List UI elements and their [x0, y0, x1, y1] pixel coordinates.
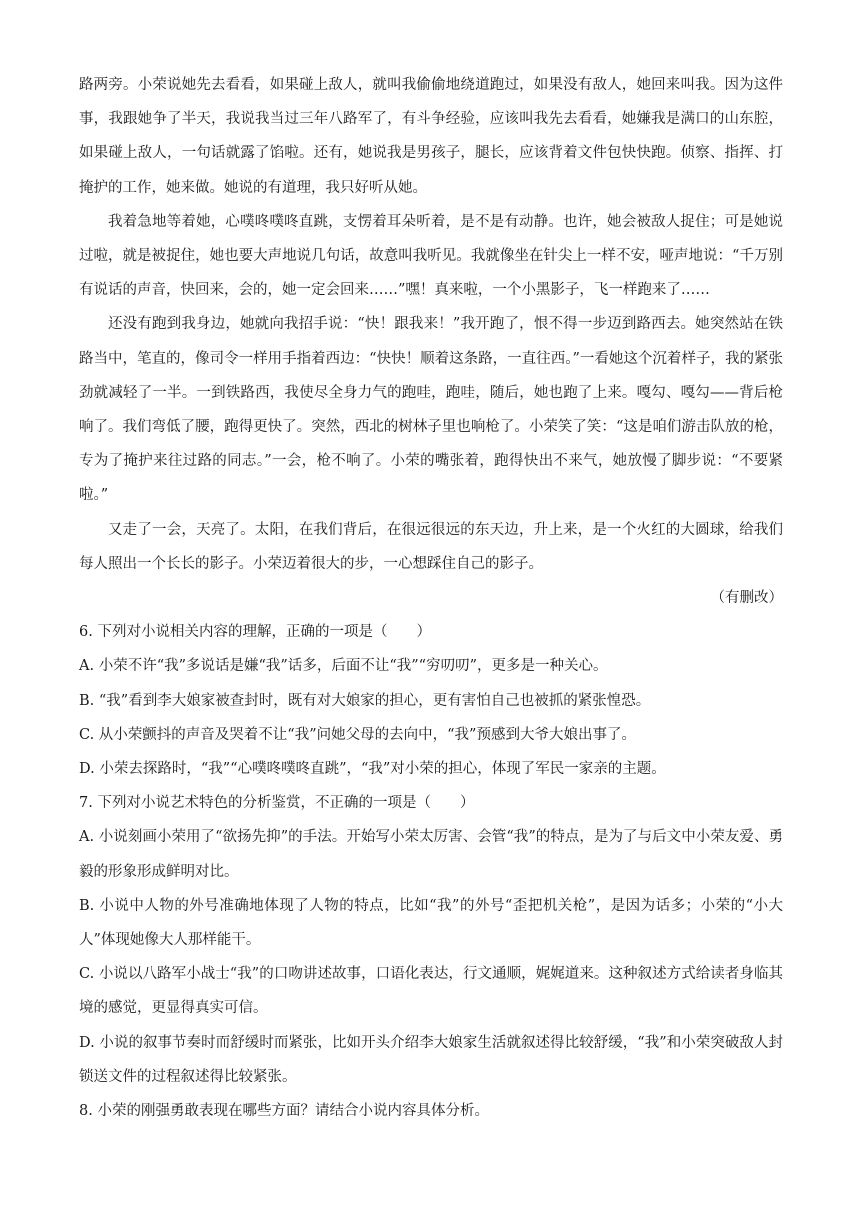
passage-paragraph-1: 路两旁。小荣说她先去看看，如果碰上敌人，就叫我偷偷地绕道跑过，如果没有敌人，她回来叫我。因为这件事，我跟她争了半天，我说我当过三年八路军了，有斗争经验，应该叫我先去看看，她嫌我是满口的山东腔，如果碰上敌人，一句话就露了馅啦。还有，她说我是男孩子，腿长，应该背着文件包快快跑。侦察、指挥、打掩护的工作，她来做。她说的有道理，我只好听从她。	[79, 77, 783, 196]
passage-paragraph-2: 我着急地等着她，心噗咚噗咚直跳，支愣着耳朵听着，是不是有动静。也许，她会被敌人捉住；可是她说过啦，就是被捉住，她也要大声地说几句话，故意叫我听见。我就像坐在针尖上一样不安，哑声地说：“千万别有说话的声音，快回来，会的，她一定会回来……”嘿！真来啦，一个小黑影子，飞一样跑来了……	[79, 213, 783, 299]
question-6	[79, 615, 783, 786]
document-page	[79, 68, 783, 1128]
option-b: B. “我”看到李大娘家被查封时，既有对大娘家的担心，更有害怕自己也被抓的紧张惶恐。	[79, 692, 651, 709]
option-d: D. 小说的叙事节奏时而舒缓时而紧张，比如开头介绍李大娘家生活就叙述得比较舒缓，“我”和小荣突破敌人封锁送文件的过程叙述得比较紧张。	[79, 1034, 783, 1085]
passage-paragraph-4: 又走了一会，天亮了。太阳，在我们背后，在很远很远的东天边，升上来，是一个火红的大圆球，给我们每人照出一个长长的影子。小荣迈着很大的步，一心想踩住自己的影子。	[79, 521, 783, 572]
question-list	[79, 615, 783, 1128]
source-note: （有删改）	[710, 590, 783, 607]
option-a: A. 小荣不许“我”多说话是嫌“我”话多，后面不让“我”“穷叨叨”，更多是一种关心。	[79, 658, 608, 675]
question-stem: 6. 下列对小说相关内容的理解，正确的一项是（ ）	[79, 624, 431, 641]
option-c: C. 从小荣颤抖的声音及哭着不让“我”问她父母的去向中，“我”预感到大爷大娘出事了。	[79, 726, 636, 743]
passage	[79, 68, 783, 615]
option-b: B. 小说中人物的外号准确地体现了人物的特点，比如“我”的外号“歪把机关枪”，是因为话多；小荣的“小大人”体现她像大人那样能干。	[79, 897, 783, 949]
question-8	[79, 1094, 783, 1128]
option-c: C. 小说以八路军小战士“我”的口吻讲述故事，口语化表达，行文通顺，娓娓道来。这种叙述方式给读者身临其境的感觉，更显得真实可信。	[79, 966, 783, 1017]
passage-paragraph-3: 还没有跑到我身边，她就向我招手说：“快！跟我来！”我开跑了，恨不得一步迈到路西去。她突然站在铁路当中，笔直的，像司令一样用手指着西边：“快快！顺着这条路，一直往西。”一看她这个沉着样子，我的紧张劲就减轻了一半。一到铁路西，我使尽全身力气的跑哇，跑哇，随后，她也跑了上来。嘎勾、嘎勾——背后枪响了。我们弯低了腰，跑得更快了。突然，西北的树林子里也响枪了。小荣笑了笑：“这是咱们游击队放的枪，专为了掩护来往过路的同志。”一会，枪不响了。小荣的嘴张着，跑得快出不来气，她放慢了脚步说：“不要紧啦。”	[79, 316, 783, 504]
question-stem: 7. 下列对小说艺术特色的分析鉴赏，不正确的一项是（ ）	[79, 795, 475, 812]
option-a: A. 小说刻画小荣用了“欲扬先抑”的手法。开始写小荣太厉害、会管“我”的特点，是为了与后文中小荣友爱、勇毅的形象形成鲜明对比。	[79, 829, 783, 880]
question-stem: 8. 小荣的刚强勇敢表现在哪些方面？请结合小说内容具体分析。	[79, 1103, 489, 1120]
question-7	[79, 786, 783, 1094]
option-d: D. 小荣去探路时，“我”“心噗咚噗咚直跳”，“我”对小荣的担心，体现了军民一家亲的主题。	[79, 761, 666, 778]
